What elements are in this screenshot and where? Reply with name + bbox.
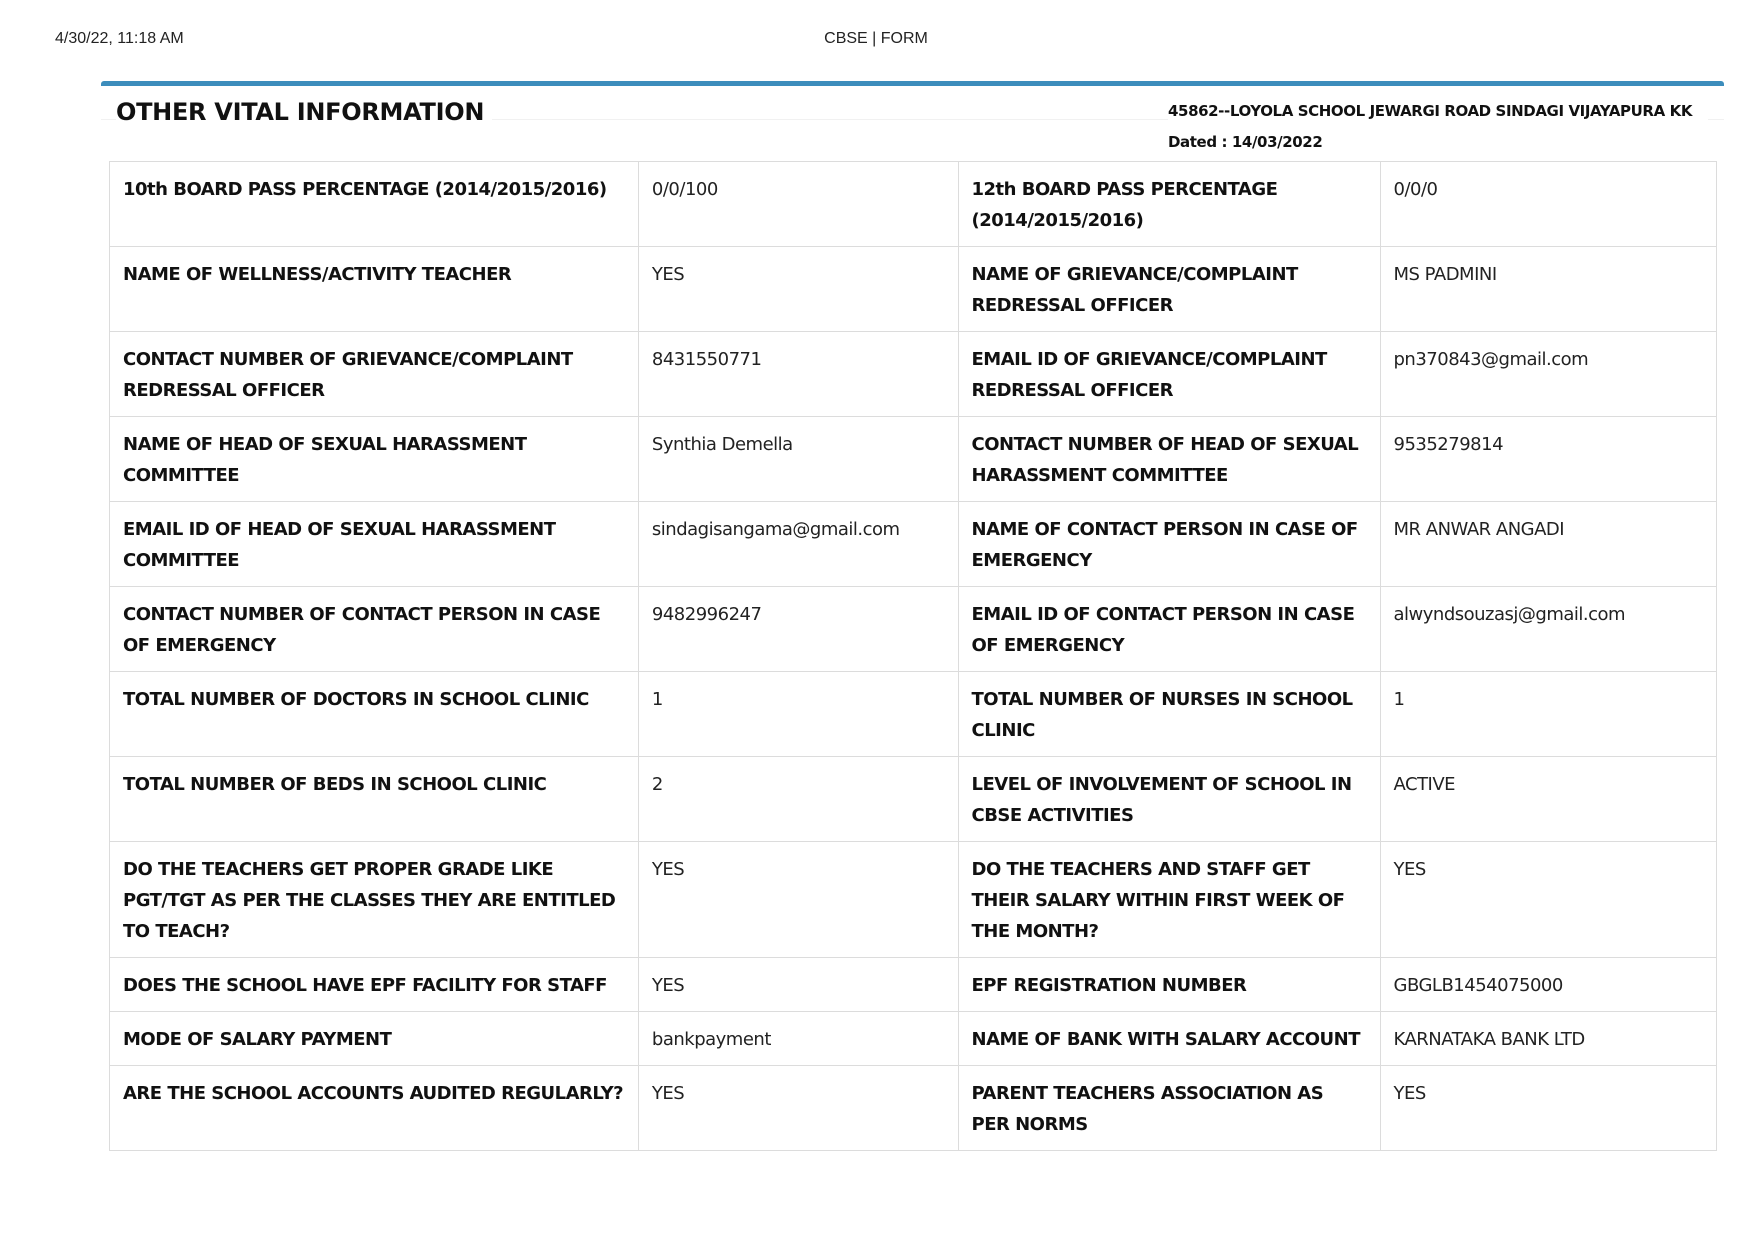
table-row [110,958,1717,1012]
field-value: 1 [1380,672,1717,757]
field-value: YES [638,247,958,332]
table-row [110,247,1717,332]
school-name: 45862--LOYOLA SCHOOL JEWARGI ROAD SINDAGI VIJAYAPURA KK [1168,102,1693,120]
field-label: LEVEL OF INVOLVEMENT OF SCHOOL IN CBSE ACTIVITIES [958,757,1380,842]
field-label: MODE OF SALARY PAYMENT [110,1012,639,1066]
field-label: TOTAL NUMBER OF DOCTORS IN SCHOOL CLINIC [110,672,639,757]
field-label: EMAIL ID OF CONTACT PERSON IN CASE OF EMERGENCY [958,587,1380,672]
section-title: OTHER VITAL INFORMATION [116,98,492,126]
field-label: CONTACT NUMBER OF GRIEVANCE/COMPLAINT REDRESSAL OFFICER [110,332,639,417]
table-row [110,842,1717,958]
field-value: alwyndsouzasj@gmail.com [1380,587,1717,672]
field-value: Synthia Demella [638,417,958,502]
table-row [110,587,1717,672]
print-datetime: 4/30/22, 11:18 AM [55,30,184,47]
field-value: 9535279814 [1380,417,1717,502]
field-value: YES [1380,842,1717,958]
field-label: NAME OF CONTACT PERSON IN CASE OF EMERGENCY [958,502,1380,587]
field-label: CONTACT NUMBER OF HEAD OF SEXUAL HARASSMENT COMMITTEE [958,417,1380,502]
field-value: GBGLB1454075000 [1380,958,1717,1012]
table-row [110,417,1717,502]
vital-info-table [109,161,1717,1151]
field-label: NAME OF GRIEVANCE/COMPLAINT REDRESSAL OFFICER [958,247,1380,332]
field-value: ACTIVE [1380,757,1717,842]
field-label: 12th BOARD PASS PERCENTAGE (2014/2015/2016) [958,162,1380,247]
field-label: DOES THE SCHOOL HAVE EPF FACILITY FOR STAFF [110,958,639,1012]
field-value: YES [1380,1066,1717,1151]
field-value: KARNATAKA BANK LTD [1380,1012,1717,1066]
table-row [110,672,1717,757]
field-value: 2 [638,757,958,842]
field-label: TOTAL NUMBER OF NURSES IN SCHOOL CLINIC [958,672,1380,757]
field-label: EPF REGISTRATION NUMBER [958,958,1380,1012]
table-row [110,1066,1717,1151]
table-row [110,332,1717,417]
field-label: NAME OF HEAD OF SEXUAL HARASSMENT COMMITTEE [110,417,639,502]
field-value: 9482996247 [638,587,958,672]
field-value: YES [638,958,958,1012]
print-page-title: CBSE | FORM [824,30,928,47]
field-label: EMAIL ID OF HEAD OF SEXUAL HARASSMENT COMMITTEE [110,502,639,587]
field-label: PARENT TEACHERS ASSOCIATION AS PER NORMS [958,1066,1380,1151]
field-value: bankpayment [638,1012,958,1066]
field-label: TOTAL NUMBER OF BEDS IN SCHOOL CLINIC [110,757,639,842]
field-label: DO THE TEACHERS AND STAFF GET THEIR SALARY WITHIN FIRST WEEK OF THE MONTH? [958,842,1380,958]
field-label: 10th BOARD PASS PERCENTAGE (2014/2015/2016) [110,162,639,247]
field-value: YES [638,842,958,958]
field-value: 0/0/0 [1380,162,1717,247]
field-value: 1 [638,672,958,757]
field-value: YES [638,1066,958,1151]
field-label: NAME OF BANK WITH SALARY ACCOUNT [958,1012,1380,1066]
field-label: CONTACT NUMBER OF CONTACT PERSON IN CASE OF EMERGENCY [110,587,639,672]
field-value: 0/0/100 [638,162,958,247]
panel-header [101,86,1724,158]
print-header [0,30,1752,54]
field-value: 8431550771 [638,332,958,417]
field-label: EMAIL ID OF GRIEVANCE/COMPLAINT REDRESSAL OFFICER [958,332,1380,417]
table-row [110,757,1717,842]
school-info [1168,96,1708,158]
table-row [110,162,1717,247]
dated-label: Dated : 14/03/2022 [1168,133,1323,151]
field-value: sindagisangama@gmail.com [638,502,958,587]
field-value: pn370843@gmail.com [1380,332,1717,417]
field-label: NAME OF WELLNESS/ACTIVITY TEACHER [110,247,639,332]
table-row [110,1012,1717,1066]
field-value: MS PADMINI [1380,247,1717,332]
table-row [110,502,1717,587]
field-label: ARE THE SCHOOL ACCOUNTS AUDITED REGULARLY? [110,1066,639,1151]
field-value: MR ANWAR ANGADI [1380,502,1717,587]
field-label: DO THE TEACHERS GET PROPER GRADE LIKE PGT/TGT AS PER THE CLASSES THEY ARE ENTITLED TO TEACH? [110,842,639,958]
vital-info-panel [101,81,1724,1135]
